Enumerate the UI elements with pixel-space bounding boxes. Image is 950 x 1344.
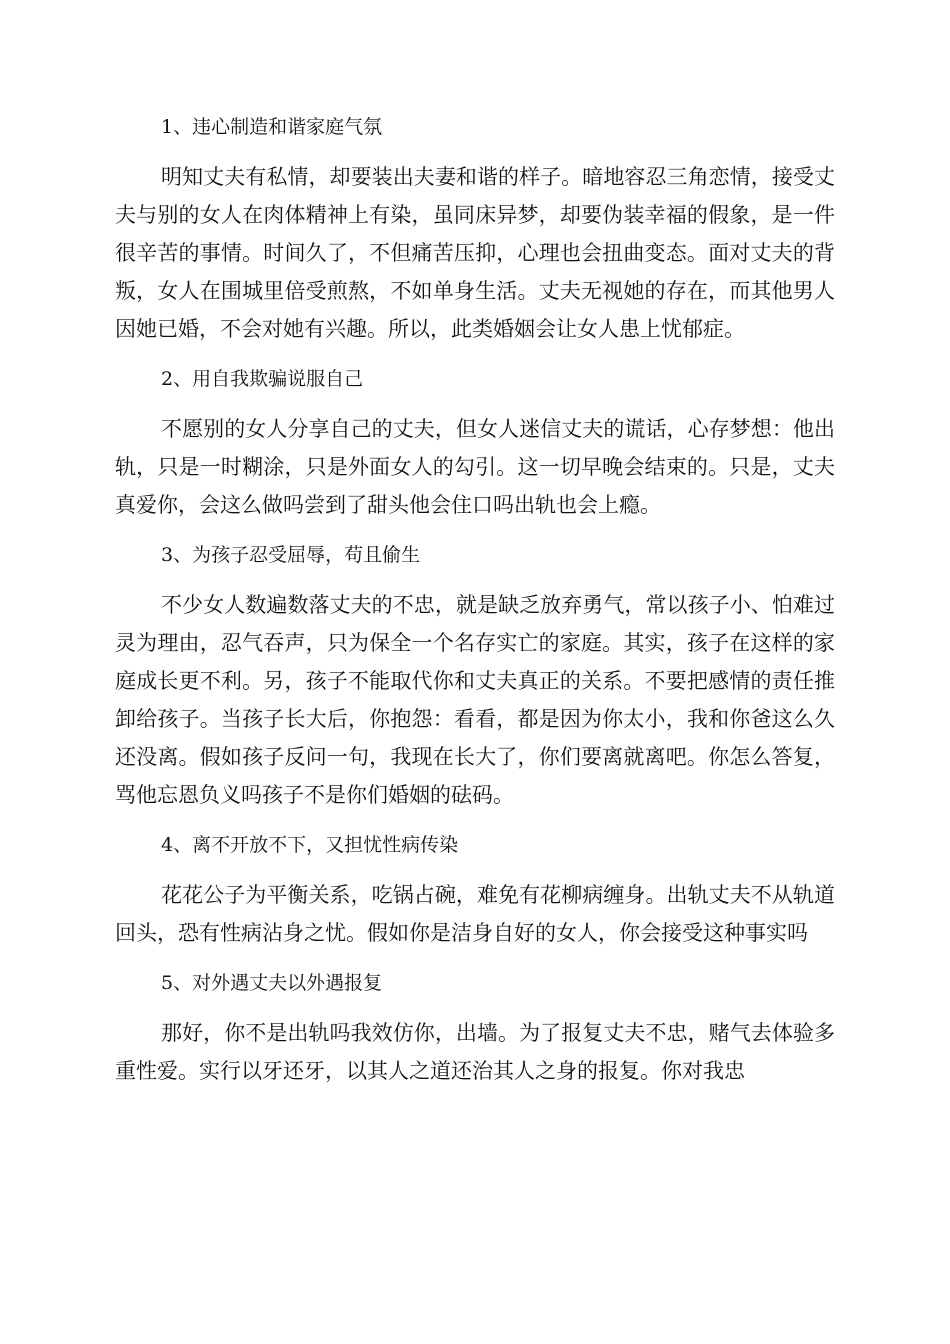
section-5-heading: 5、对外遇丈夫以外遇报复: [161, 972, 383, 994]
section-2-paragraph: 不愿别的女人分享自己的丈夫，但女人迷信丈夫的谎话，心存梦想：他出轨，只是一时糊涂，只是外面女人的勾引。这一切早晚会结束的。只是，丈夫真爱你，会这么做吗尝到了甜头他会住口吗出轨也会上瘾。: [115, 417, 835, 517]
section-1-paragraph: 明知丈夫有私情，却要装出夫妻和谐的样子。暗地容忍三角恋情，接受丈夫与别的女人在肉体精神上有染，虽同床异梦，却要伪装幸福的假象，是一件很辛苦的事情。时间久了，不但痛苦压抑，心理也会扭曲变态。面对丈夫的背叛，女人在围城里倍受煎熬，不如单身生活。丈夫无视她的存在，而其他男人因她已婚，不会对她有兴趣。所以，此类婚姻会让女人患上忧郁症。: [115, 165, 835, 341]
section-1-heading: 1、违心制造和谐家庭气氛: [161, 116, 383, 138]
section-4-paragraph: 花花公子为平衡关系，吃锅占碗，难免有花柳病缠身。出轨丈夫不从轨道回头，恐有性病沾身之忧。假如你是洁身自好的女人，你会接受这种事实吗: [115, 883, 835, 945]
section-3-paragraph: 不少女人数遍数落丈夫的不忠，就是缺乏放弃勇气，常以孩子小、怕难过灵为理由，忍气吞声，只为保全一个名存实亡的家庭。其实，孩子在这样的家庭成长更不利。另，孩子不能取代你和丈夫真正的关系。不要把感情的责任推卸给孩子。当孩子长大后，你抱怨：看看，都是因为你太小，我和你爸这么久还没离。假如孩子反问一句，我现在长大了，你们要离就离吧。你怎么答复，骂他忘恩负义吗孩子不是你们婚姻的砝码。: [115, 593, 835, 807]
section-2-heading: 2、用自我欺骗说服自己: [161, 368, 364, 390]
document-page: [115, 108, 835, 1102]
section-3-heading: 3、为孩子忍受屈辱，苟且偷生: [161, 544, 421, 566]
section-4-heading: 4、离不开放不下，又担忧性病传染: [161, 834, 459, 856]
section-5-paragraph: 那好，你不是出轨吗我效仿你，出墙。为了报复丈夫不忠，赌气去体验多重性爱。实行以牙还牙，以其人之道还治其人之身的报复。你对我忠: [115, 1021, 835, 1083]
